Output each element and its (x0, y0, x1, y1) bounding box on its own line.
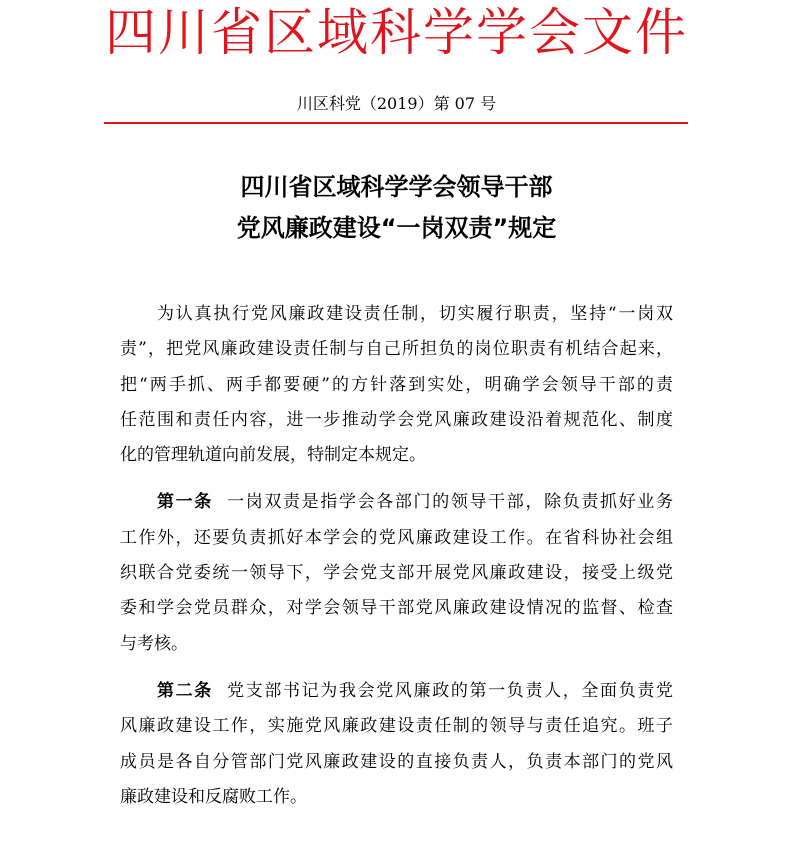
intro-line: 化的管理轨道向前发展，特制定本规定。 (120, 445, 426, 466)
article-1-line: 织联合党委统一领导下，学会党支部开展党风廉政建设，接受上级党 (120, 563, 673, 584)
article-1-line: 工作外，还要负责抓好本学会的党风廉政建设工作。在省科协社会组 (120, 527, 673, 548)
intro-line: 责”，把党风廉政建设责任制与自己所担负的岗位职责有机结合起来， (120, 339, 673, 360)
document-body (120, 297, 673, 815)
article-2-label: 第二条 (157, 680, 213, 701)
article-2-first-line (120, 674, 673, 709)
article-1-line: 与考核。 (120, 633, 188, 654)
article-2-line: 成员是各自分管部门党风廉政建设的直接负责人，负责本部门的党风 (120, 751, 673, 772)
org-header-title: 四川省区域科学学会文件 (104, 4, 688, 63)
article-1-line: 委和学会党员群众，对学会领导干部党风廉政建设情况的监督、检查 (120, 598, 673, 619)
article-1-first-line (120, 485, 673, 520)
red-divider-rule (104, 122, 688, 124)
article-1-first-text: 一岗双责是指学会各部门的领导干部，除负责抓好业务 (227, 492, 674, 513)
intro-line: 把“两手抓、两手都要硬”的方针落到实处，明确学会领导干部的责 (120, 374, 673, 395)
article-2-line: 风廉政建设工作，实施党风廉政建设责任制的领导与责任追究。班子 (120, 716, 673, 737)
article-2-line: 廉政建设和反腐败工作。 (120, 786, 307, 807)
intro-line: 为认真执行党风廉政建设责任制，切实履行职责，坚持“一岗双 (157, 304, 673, 324)
intro-line: 任范围和责任内容，进一步推动学会党风廉政建设沿着规范化、制度 (120, 409, 673, 430)
article-2-first-text: 党支部书记为我会党风廉政的第一负责人，全面负责党 (227, 680, 674, 701)
document-title-line-2: 党风廉政建设“一岗双责”规定 (236, 214, 557, 242)
article-1-label: 第一条 (157, 492, 213, 513)
intro-paragraph (120, 297, 673, 473)
article-2 (120, 674, 673, 815)
document-number: 川区科党（2019）第 07 号 (296, 94, 497, 113)
document-title-line-1: 四川省区域科学学会领导干部 (240, 173, 553, 201)
article-1 (120, 485, 673, 661)
